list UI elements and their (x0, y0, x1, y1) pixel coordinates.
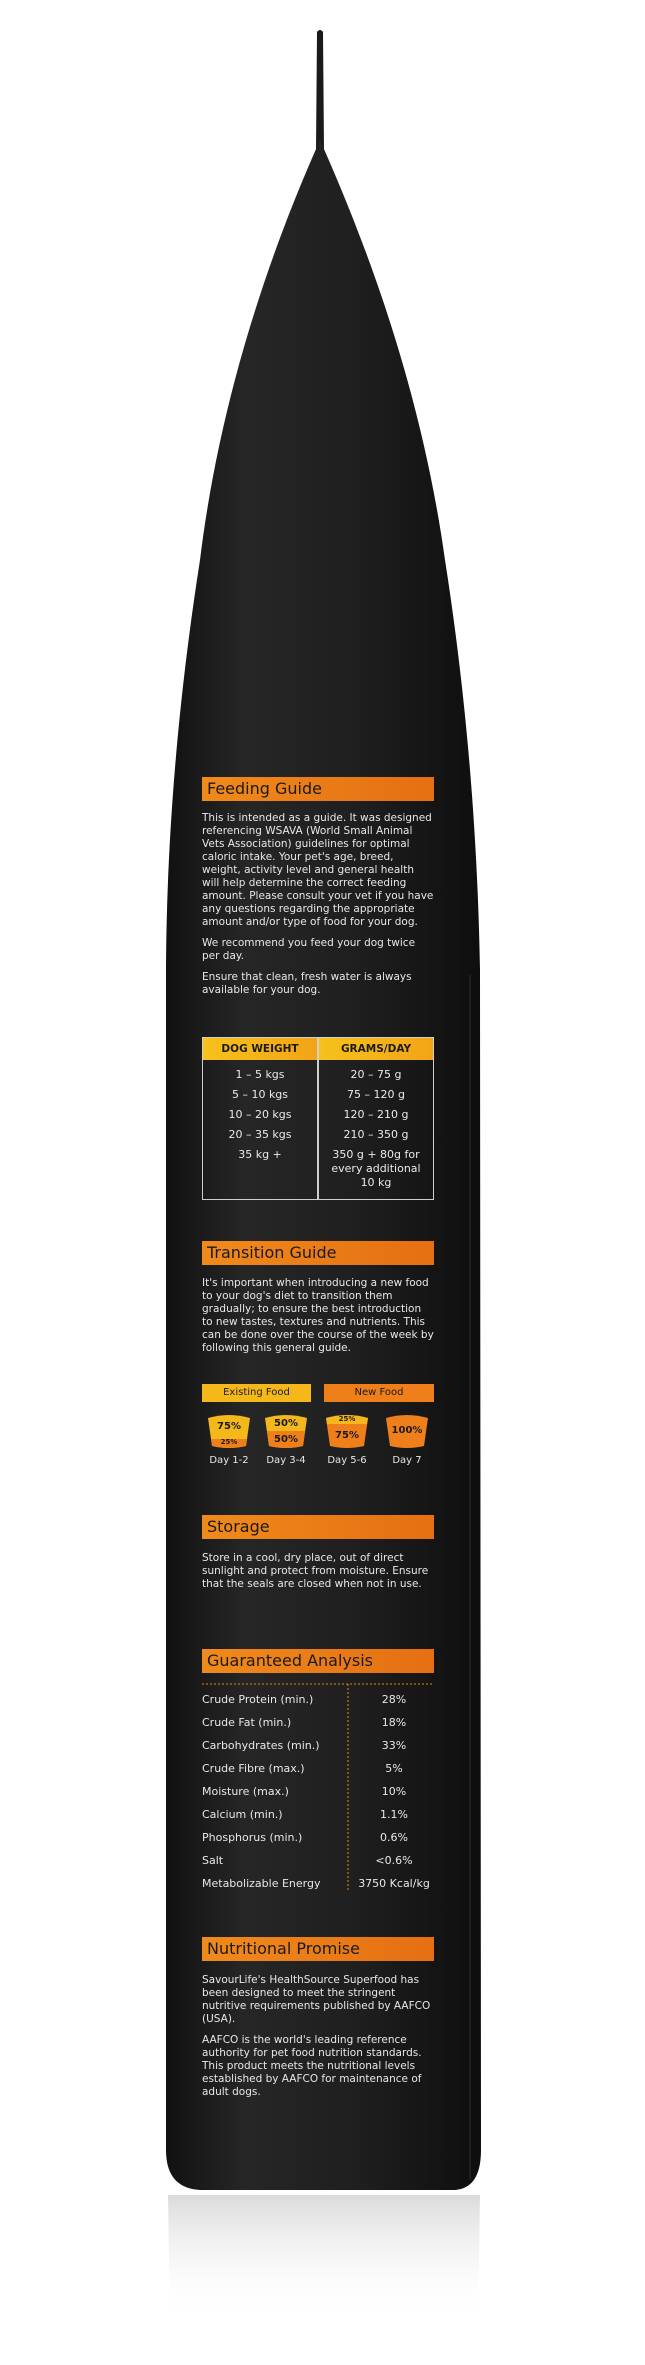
bowl-existing-percent: 25% (338, 1415, 356, 1423)
analysis-value: 18% (381, 1716, 407, 1729)
analysis-value: 33% (381, 1739, 407, 1752)
analysis-row (202, 1873, 434, 1895)
feeding-guide-paragraph: This is intended as a guide. It was designed referencing WSAVA (World Small Animal Vets Association) guidelines for optimal caloric intake. Your pet's age, breed, weight, activity level and general health will help determine the correct feeding amount. Please consult your vet if you have any questions regarding the appropriate amount and/or type of food for your dog. (202, 812, 434, 928)
analysis-row (202, 1804, 434, 1826)
feeding-table-cell: 350 g + 80g for every additional 10 kg (331, 1148, 421, 1189)
analysis-value: 28% (381, 1693, 407, 1706)
analysis-name: Moisture (max.) (202, 1785, 289, 1798)
feeding-guide-paragraph: We recommend you feed your dog twice per day. (202, 937, 416, 962)
analysis-name: Crude Fibre (max.) (202, 1762, 305, 1775)
bowl-day-3-4 (263, 1412, 309, 1450)
feeding-table-cell: 120 – 210 g (343, 1108, 409, 1121)
analysis-name: Crude Protein (min.) (202, 1693, 314, 1706)
feeding-guide-title: Feeding Guide (202, 777, 434, 801)
analysis-name: Carbohydrates (min.) (202, 1739, 320, 1752)
nutritional-promise-title: Nutritional Promise (202, 1937, 434, 1961)
feeding-table-divider (317, 1038, 319, 1199)
analysis-row (202, 1735, 434, 1757)
nutritional-promise-paragraph: AAFCO is the world's leading reference authority for pet food nutrition standards. This product meets the nutritional levels established by AAFCO for maintenance of adult dogs. (202, 2034, 422, 2098)
bowl-new-percent: 50% (274, 1434, 298, 1445)
transition-day-label: Day 7 (392, 1455, 422, 1466)
analysis-name: Phosphorus (min.) (202, 1831, 303, 1844)
feeding-table-grams-column (323, 1068, 429, 1196)
analysis-value: 1.1% (380, 1808, 408, 1821)
analysis-row (202, 1712, 434, 1734)
feeding-guide-text (202, 812, 434, 1005)
transition-guide-paragraph: It's important when introducing a new food to your dog's diet to transition them gradually; to ensure the best introduction to new tastes, textures and nutrients. This can be done over the course of the week by following this general guide. (202, 1277, 434, 1354)
transition-guide-title: Transition Guide (202, 1241, 434, 1265)
feeding-table-cell: 20 – 75 g (350, 1068, 402, 1081)
nutritional-promise-paragraph: SavourLife's HealthSource Superfood has been designed to meet the stringent nutritive requirements published by AAFCO (USA). (202, 1974, 431, 2025)
bowl-day-7 (384, 1412, 430, 1450)
bowl-existing-percent: 50% (274, 1418, 298, 1429)
analysis-name: Metabolizable Energy (202, 1877, 321, 1890)
analysis-value: 0.6% (380, 1831, 408, 1844)
transition-guide-text (202, 1277, 434, 1363)
storage-paragraph: Store in a cool, dry place, out of direct sunlight and protect from moisture. Ensure that the seals are closed when not in use. (202, 1552, 429, 1590)
feeding-table-header-grams: GRAMS/DAY (319, 1038, 433, 1060)
analysis-name: Crude Fat (min.) (202, 1716, 292, 1729)
analysis-value: 5% (385, 1762, 403, 1775)
bowl-day-1-2 (206, 1412, 252, 1450)
transition-day-label: Day 3-4 (266, 1455, 306, 1466)
feeding-table-cell: 75 – 120 g (347, 1088, 405, 1101)
legend-existing-food: Existing Food (202, 1384, 311, 1402)
transition-day-label: Day 1-2 (209, 1455, 249, 1466)
bowl-new-percent: 25% (220, 1438, 238, 1446)
feeding-table-cell: 1 – 5 kgs (235, 1068, 285, 1081)
guaranteed-analysis-title: Guaranteed Analysis (202, 1649, 434, 1673)
analysis-name: Calcium (min.) (202, 1808, 283, 1821)
bag-reflection (168, 2195, 480, 2320)
feeding-table-cell: 20 – 35 kgs (228, 1128, 292, 1141)
feeding-table-cell: 5 – 10 kgs (231, 1088, 289, 1101)
feeding-table (202, 1037, 434, 1200)
feeding-guide-paragraph: Ensure that clean, fresh water is always available for your dog. (202, 971, 412, 996)
storage-title: Storage (202, 1515, 434, 1539)
bowl-existing-percent: 75% (217, 1421, 241, 1432)
transition-day-label: Day 5-6 (327, 1455, 367, 1466)
analysis-row (202, 1689, 434, 1711)
bag-hanger (316, 30, 324, 150)
analysis-value: 10% (381, 1785, 407, 1798)
analysis-value: 3750 Kcal/kg (358, 1877, 430, 1890)
bowl-day-5-6 (324, 1412, 370, 1450)
feeding-table-cell: 35 kg + (238, 1148, 282, 1161)
storage-text (202, 1552, 434, 1599)
feeding-table-cell: 10 – 20 kgs (228, 1108, 292, 1121)
feeding-table-header-weight: DOG WEIGHT (203, 1038, 317, 1060)
analysis-row (202, 1781, 434, 1803)
analysis-value: <0.6% (375, 1854, 413, 1867)
bowl-new-percent: 75% (335, 1430, 359, 1441)
feeding-table-cell: 210 – 350 g (343, 1128, 409, 1141)
nutritional-promise-text (202, 1974, 434, 2107)
analysis-name: Salt (202, 1854, 224, 1867)
feeding-table-weight-column (203, 1068, 317, 1168)
legend-new-food: New Food (324, 1384, 434, 1402)
analysis-row (202, 1827, 434, 1849)
analysis-row (202, 1758, 434, 1780)
bowl-new-percent: 100% (391, 1425, 423, 1436)
analysis-row (202, 1850, 434, 1872)
